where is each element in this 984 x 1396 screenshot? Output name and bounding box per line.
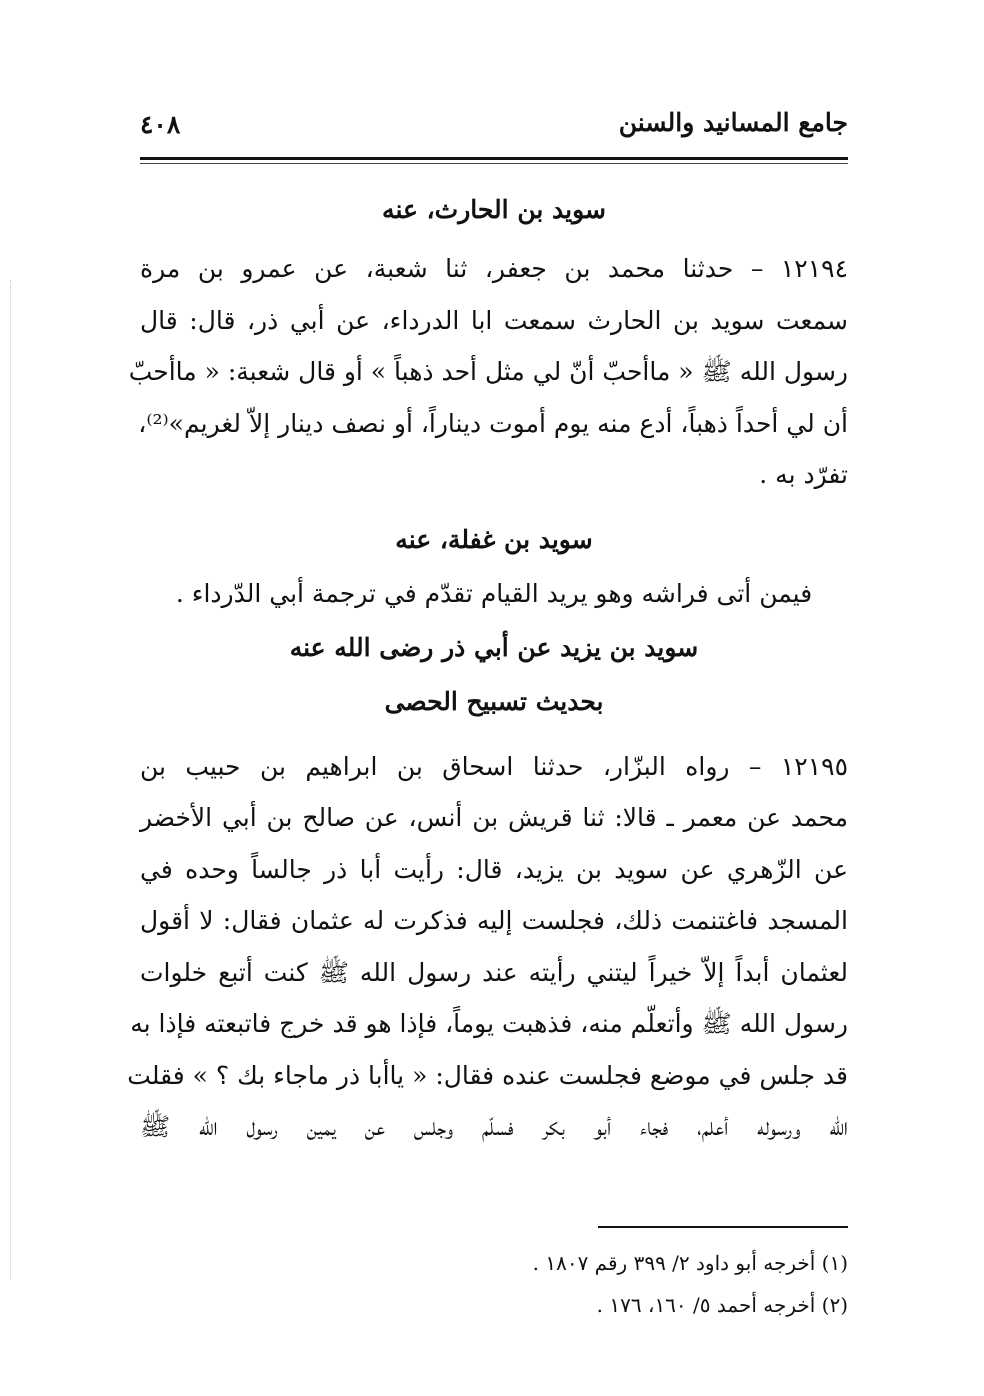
hadith-12194 xyxy=(128,243,848,501)
running-title: جامع المسانيد والسنن xyxy=(618,108,848,137)
hadith-12194-line: رسول الله ﷺ « ماأحبّ أنّ لي مثل أحد ذهباً » أو قال شعبة: « ماأحبّ xyxy=(128,357,848,386)
hadith-12195-line: ١٢١٩٥ – رواه البزّار، حدثنا اسحاق بن ابراهيم بن حبيب بن xyxy=(140,751,848,781)
hadith-12194-line: تفرّد به . xyxy=(759,460,848,489)
hadith-12195-line: رسول الله ﷺ وأتعلّم منه، فذهبت يوماً، فإذا هو قد خرج فاتبعته فإذا به xyxy=(130,1009,848,1038)
hadith-12194-line: أن لي أحداً ذهباً، أدع منه يوم أموت ديناراً، أو نصف دينار إلاّ لغريم»⁽²⁾، xyxy=(138,408,848,438)
header-rule-thin xyxy=(140,163,848,164)
footnote-separator xyxy=(598,1226,848,1228)
scan-edge-dotted-line xyxy=(10,280,11,1280)
hadith-12195-line: قد جلس في موضع فجلست عنده فقال: « ياأبا ذر ماجاء بك ؟ » فقلت xyxy=(127,1060,848,1090)
footnote-2: (٢) أخرجه أحمد ٥/ ١٦٠، ١٧٦ . xyxy=(596,1293,848,1317)
section-heading-suwaid-ibn-yazid: سويد بن يزيد عن أبي ذر رضى الله عنه xyxy=(289,632,699,662)
hadith-12195-line: عن الزّهري عن سويد بن يزيد، قال: رأيت أبا ذر جالساً وحده في xyxy=(140,854,848,884)
hadith-12195-line: المسجد فاغتنمت ذلك، فجلست إليه فذكرت له عثمان فقال: لا أقول xyxy=(140,906,848,935)
cross-reference-note: فيمن أتى فراشه وهو يريد القيام تقدّم في ترجمة أبي الدّرداء . xyxy=(175,578,813,608)
footnote-1: (١) أخرجه أبو داود ٢/ ٣٩٩ رقم ١٨٠٧ . xyxy=(532,1251,848,1275)
hadith-12194-line: ١٢١٩٤ – حدثنا محمد بن جعفر، ثنا شعبة، عن عمرو بن مرة xyxy=(140,254,848,283)
hadith-12195-line: محمد عن معمر ـ قالا: ثنا قريش بن أنس، عن صالح بن أبي الأخضر xyxy=(140,803,848,832)
section-subheading-tasbih-al-hasa: بحديث تسبيح الحصى xyxy=(384,686,604,716)
footnotes xyxy=(248,1242,848,1326)
page-header xyxy=(140,100,848,150)
section-heading-suwaid-ibn-al-harith: سويد بن الحارث، عنه xyxy=(382,195,606,224)
hadith-12195 xyxy=(127,741,848,1153)
page-body xyxy=(127,183,848,1153)
hadith-12195-line: لعثمان أبداً إلاّ خيراً ليتني رأيته عند رسول الله ﷺ كنت أتبع خلوات xyxy=(140,957,848,987)
page-number: ٤٠٨ xyxy=(140,110,181,139)
section-heading-suwaid-ibn-ghafala: سويد بن غفلة، عنه xyxy=(395,524,593,554)
hadith-12195-line: الله ورسوله أعلم، فجاء أبو بكر فسلّم وجلس عن يمين رسول الله ﷺ xyxy=(140,1112,848,1141)
hadith-12194-line: سمعت سويد بن الحارث سمعت ابا الدرداء، عن أبي ذر، قال: قال xyxy=(140,305,848,335)
header-rule-thick xyxy=(140,157,848,160)
